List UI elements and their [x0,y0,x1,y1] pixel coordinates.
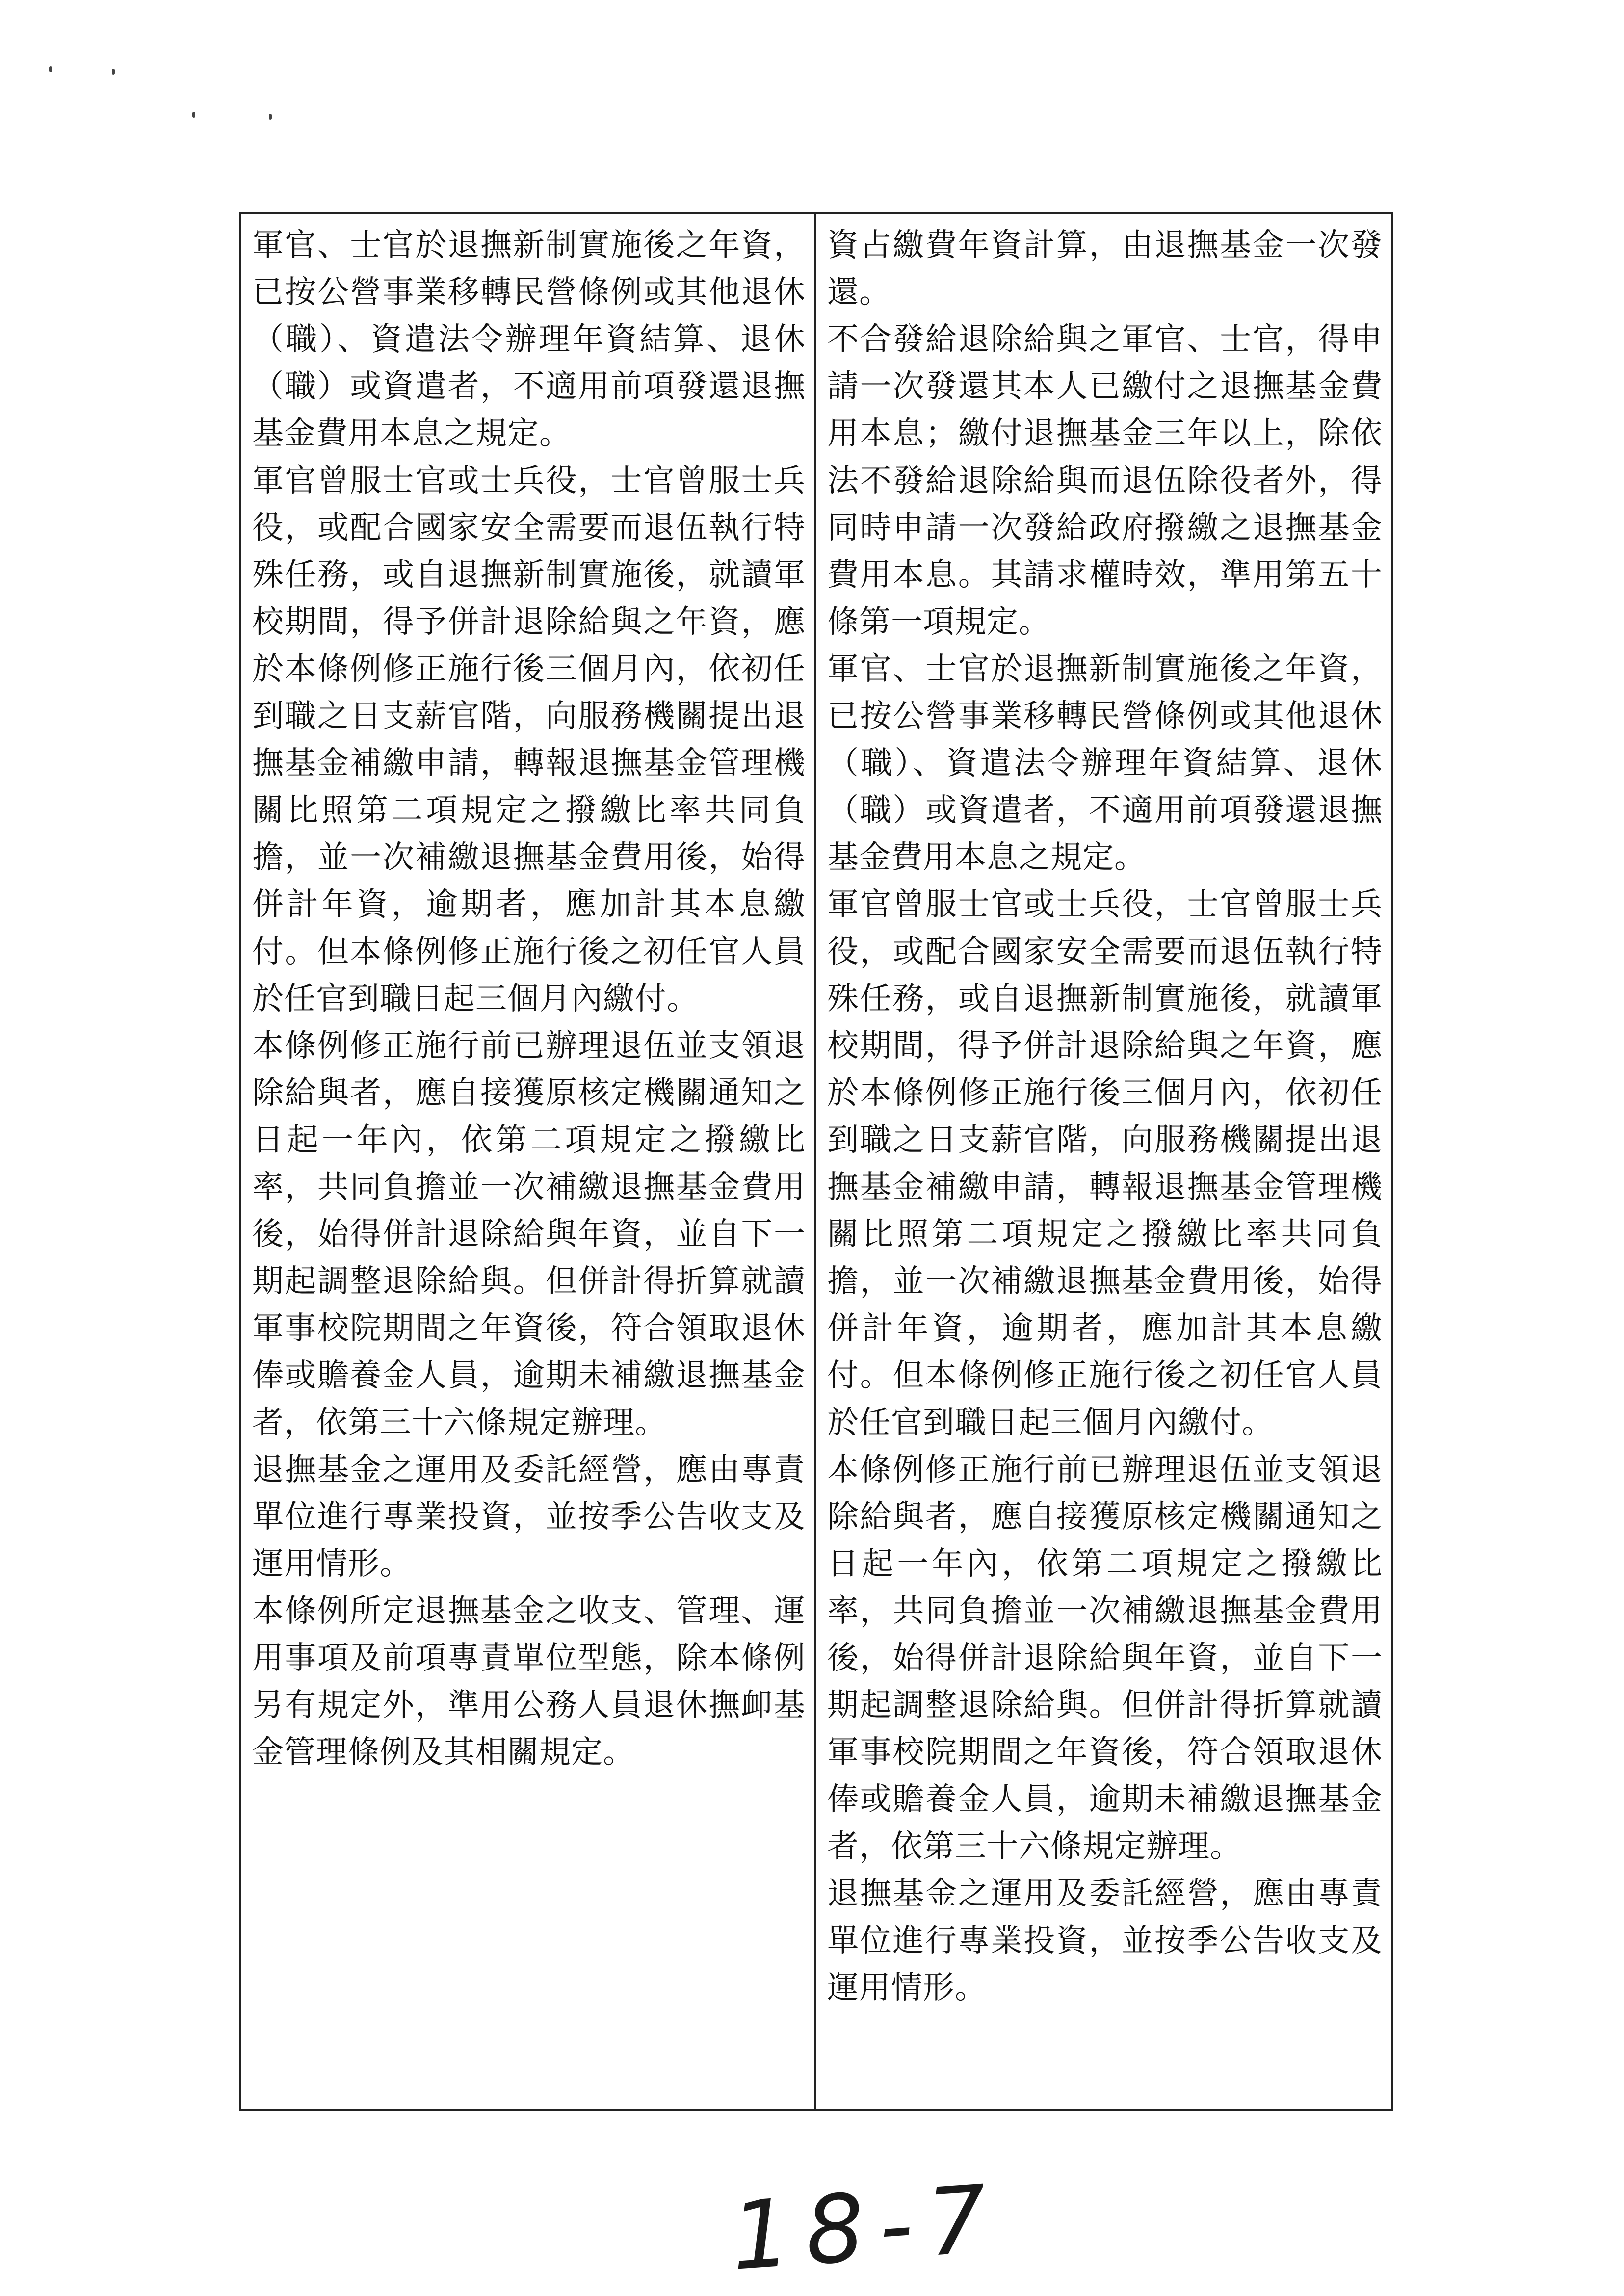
left-paragraph: 軍官曾服士官或士兵役，士官曾服士兵役，或配合國家安全需要而退伍執行特殊任務，或自退撫新制實施後，就讀軍校期間，得予併計退除給與之年資，應於本條例修正施行後三個月內，依初任到職之日支薪官階，向服務機關提出退撫基金補繳申請，轉報退撫基金管理機關比照第二項規定之撥繳比率共同負擔，並一次補繳退撫基金費用後，始得併計年資，逾期者，應加計其本息繳付。但本條例修正施行後之初任官人員於任官到職日起三個月內繳付。 [252,463,806,1017]
comparison-table [239,212,1393,2111]
left-column [241,214,816,2109]
handwritten-page-number: 18-7 [727,2164,1005,2291]
right-paragraph: 不合發給退除給與之軍官、士官，得申請一次發還其本人已繳付之退撫基金費用本息；繳付退撫基金三年以上，除依法不發給退除給與而退伍除役者外，得同時申請一次發給政府撥繳之退撫基金費用本息。其請求權時效，準用第五十條第一項規定。 [827,321,1383,640]
right-paragraph: 退撫基金之運用及委託經營，應由專責單位進行專業投資，並按季公告收支及運用情形。 [827,1876,1383,2006]
left-paragraph: 軍官、士官於退撫新制實施後之年資，已按公營事業移轉民營條例或其他退休（職）、資遣法令辦理年資結算、退休（職）或資遣者，不適用前項發還退撫基金費用本息之規定。 [252,227,806,452]
scan-speck [269,114,272,120]
right-paragraph: 資占繳費年資計算，由退撫基金一次發還。 [827,227,1383,311]
scan-speck [112,69,115,75]
right-column [816,214,1391,2109]
right-paragraph: 本條例修正施行前已辦理退伍並支領退除給與者，應自接獲原核定機關通知之日起一年內，依第二項規定之撥繳比率，共同負擔並一次補繳退撫基金費用後，始得併計退除給與年資，並自下一期起調整退除給與。但併計得折算就讀軍事校院期間之年資後，符合領取退休俸或贍養金人員，逾期未補繳退撫基金者，依第三十六條規定辦理。 [827,1452,1383,1865]
left-paragraph: 本條例所定退撫基金之收支、管理、運用事項及前項專責單位型態，除本條例另有規定外，準用公務人員退休撫卹基金管理條例及其相關規定。 [252,1593,806,1771]
left-paragraph: 退撫基金之運用及委託經營，應由專責單位進行專業投資，並按季公告收支及運用情形。 [252,1452,806,1582]
right-paragraph: 軍官曾服士官或士兵役，士官曾服士兵役，或配合國家安全需要而退伍執行特殊任務，或自退撫新制實施後，就讀軍校期間，得予併計退除給與之年資，應於本條例修正施行後三個月內，依初任到職之日支薪官階，向服務機關提出退撫基金補繳申請，轉報退撫基金管理機關比照第二項規定之撥繳比率共同負擔，並一次補繳退撫基金費用後，始得併計年資，逾期者，應加計其本息繳付。但本條例修正施行後之初任官人員於任官到職日起三個月內繳付。 [827,887,1383,1441]
scan-speck [49,66,52,72]
scan-speck [192,112,195,118]
right-paragraph: 軍官、士官於退撫新制實施後之年資，已按公營事業移轉民營條例或其他退休（職）、資遣法令辦理年資結算、退休（職）或資遣者，不適用前項發還退撫基金費用本息之規定。 [827,651,1383,876]
left-paragraph: 本條例修正施行前已辦理退伍並支領退除給與者，應自接獲原核定機關通知之日起一年內，依第二項規定之撥繳比率，共同負擔並一次補繳退撫基金費用後，始得併計退除給與年資，並自下一期起調整退除給與。但併計得折算就讀軍事校院期間之年資後，符合領取退休俸或贍養金人員，逾期未補繳退撫基金者，依第三十六條規定辦理。 [252,1028,806,1441]
